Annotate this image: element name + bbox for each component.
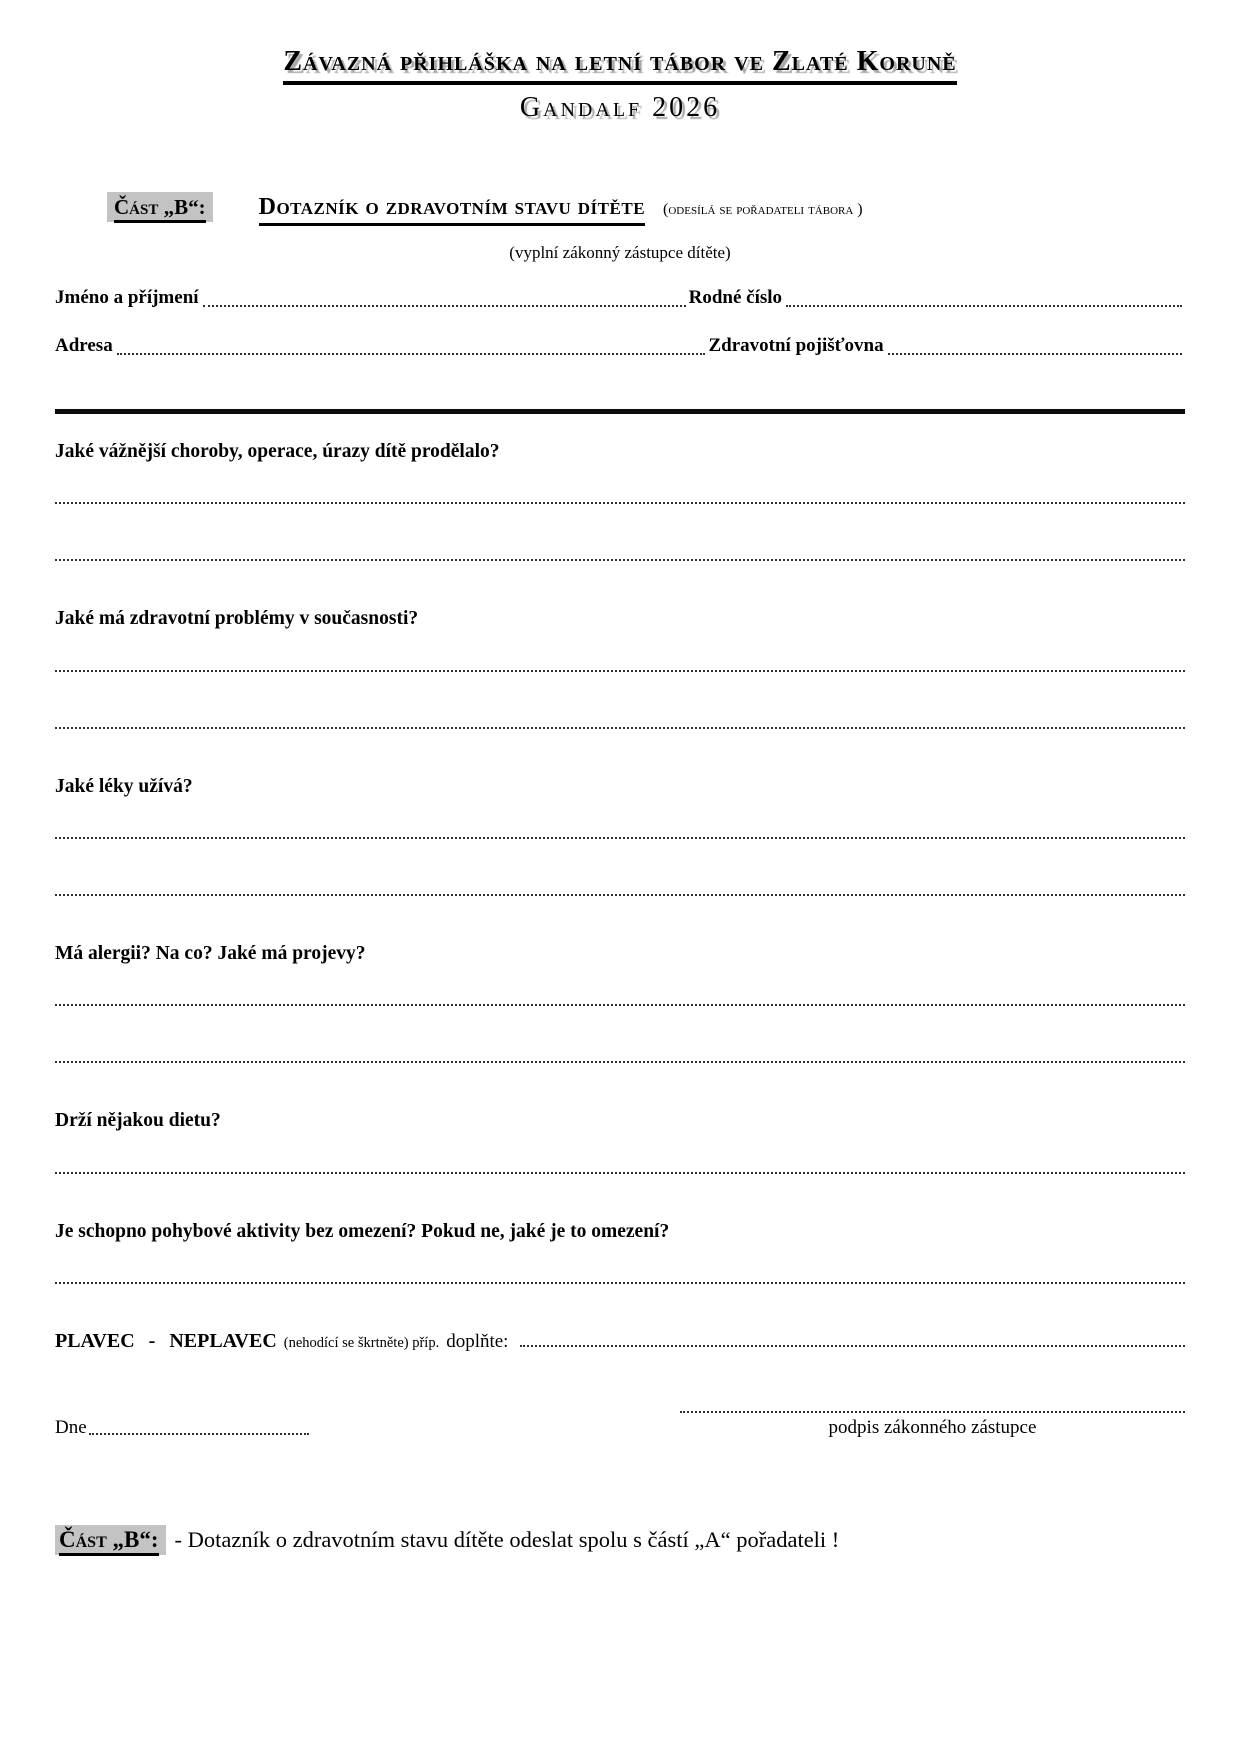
signature-caption: podpis zákonného zástupce [828,1417,1037,1438]
document-header [55,46,1185,124]
name-fill-line[interactable] [203,305,686,307]
question-block [55,607,1185,728]
question-label: Jaké má zdravotní problémy v současnosti? [55,608,419,630]
swimmer-option[interactable]: PLAVEC [55,1330,135,1352]
part-b-label: Část „B“: [114,195,206,223]
footer-instruction-text: - Dotazník o zdravotním stavu dítěte odeslat spolu s částí „A“ pořadateli ! [174,1527,840,1552]
answer-line[interactable] [55,1282,1185,1284]
question-block [55,440,1185,561]
question-label: Má alergii? Na co? Jaké má projevy? [55,942,366,964]
date-fill-line[interactable] [89,1433,309,1435]
fill-instruction-note: (vyplní zákonný zástupce dítěte) [509,243,731,263]
question-block [55,942,1185,1063]
footer-part-b-badge [55,1525,166,1555]
footer-instruction-row [55,1525,1185,1555]
answer-line[interactable] [55,1004,1185,1006]
question-label: Je schopno pohybové aktivity bez omezení? Pokud ne, jaké je to omezení? [55,1220,670,1242]
signature-line[interactable] [680,1411,1185,1413]
question-block [55,1220,1185,1284]
swimmer-fill-label: doplňte: [446,1331,509,1352]
section-heading-note: (odesílá se pořadateli tábora ) [663,201,863,219]
identity-row-name [55,286,1185,311]
birth-number-fill-line[interactable] [786,305,1182,307]
footer-part-b-label: Část „B“: [59,1527,159,1556]
question-label: Jaké vážnější choroby, operace, úrazy dítě prodělalo? [55,440,500,462]
answer-line[interactable] [55,670,1185,672]
identity-row-address [55,334,1185,359]
question-block [55,775,1185,896]
swimmer-row [55,1330,1185,1353]
birth-number-label: Rodné číslo [688,287,783,309]
address-fill-line[interactable] [117,353,706,355]
document-subtitle: Gandalf 2026 [519,92,721,124]
part-b-badge [107,192,213,222]
name-label: Jméno a příjmení [55,287,199,309]
answer-line[interactable] [55,1172,1185,1174]
question-label: Jaké léky užívá? [55,775,193,797]
document-title: Závazná přihláška na letní tábor ve Zlaté Koruně [283,46,956,85]
answer-line[interactable] [55,727,1185,729]
nonswimmer-option[interactable]: NEPLAVEC [169,1330,277,1352]
section-header [107,192,1185,226]
question-label: Drží nějakou dietu? [55,1110,221,1132]
swimmer-fill-line[interactable] [520,1345,1185,1347]
insurance-label: Zdravotní pojišťovna [708,335,884,357]
answer-line[interactable] [55,559,1185,561]
answer-line[interactable] [55,837,1185,839]
question-block [55,1109,1185,1173]
answer-line[interactable] [55,1061,1185,1063]
address-label: Adresa [55,335,113,357]
signature-column [680,1411,1185,1439]
swimmer-separator: - [148,1330,156,1352]
answer-line[interactable] [55,502,1185,504]
answer-line[interactable] [55,894,1185,896]
section-heading: Dotazník o zdravotním stavu dítěte [259,194,645,226]
section-divider [55,409,1185,414]
date-label: Dne [55,1417,87,1438]
signature-row [55,1411,1185,1439]
swimmer-strike-note: (nehodící se škrtněte) příp. [283,1335,440,1351]
insurance-fill-line[interactable] [888,353,1182,355]
